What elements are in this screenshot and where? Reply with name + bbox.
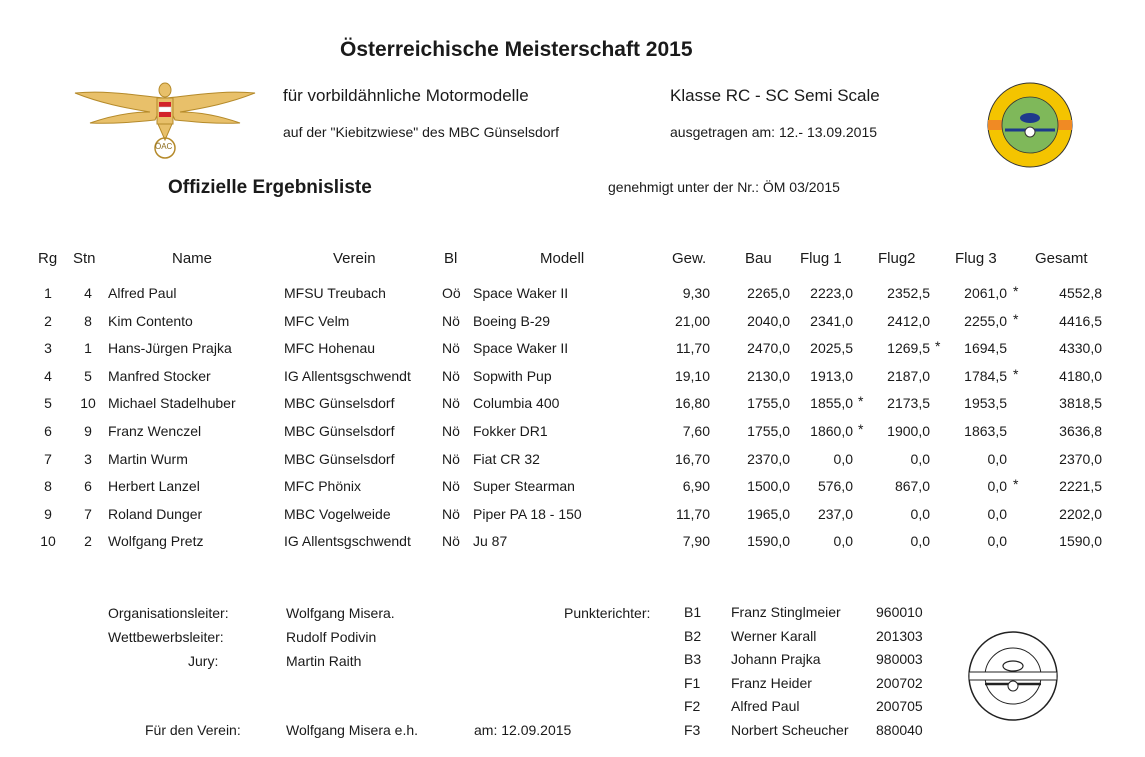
cell-m1-asterisk: *: [858, 421, 864, 437]
cell-flug2: 2173,5: [887, 395, 930, 412]
cell-verein: MBC Vogelweide: [284, 505, 391, 522]
cell-gesamt: 2370,0: [1059, 450, 1102, 467]
cell-flug2: 0,0: [910, 533, 930, 550]
cell-flug2: 0,0: [910, 450, 930, 467]
cell-m2-asterisk: *: [935, 338, 941, 355]
cell-bl: Oö: [442, 285, 461, 301]
cell-flug1: 1860,0: [810, 423, 853, 439]
judge-name: Franz Stinglmeier: [731, 604, 841, 620]
judge-name: Franz Heider: [731, 674, 812, 691]
cell-bau: 2040,0: [747, 312, 790, 329]
cell-name: Hans-Jürgen Prajka: [108, 340, 232, 357]
cell-modell: Sopwith Pup: [473, 367, 552, 384]
approval-text: genehmigt unter der Nr.: ÖM 03/2015: [608, 179, 840, 195]
cell-flug2: 867,0: [894, 478, 930, 495]
cell-gesamt: 3818,5: [1059, 395, 1102, 412]
cell-gew: 19,10: [674, 367, 710, 384]
cell-flug3: 0,0: [987, 478, 1007, 495]
cell-flug3: 1953,5: [964, 395, 1007, 412]
subtitle: für vorbildähnliche Motormodelle: [283, 86, 529, 105]
cell-bl: Nö: [442, 505, 460, 522]
cell-rg: 9: [44, 505, 52, 522]
col-flug3: Flug 3: [955, 250, 997, 267]
cell-flug2: 2352,5: [887, 285, 930, 301]
cell-name: Herbert Lanzel: [108, 478, 200, 495]
cell-bau: 2130,0: [747, 367, 790, 384]
cell-bl: Nö: [442, 312, 460, 329]
mbc-club-logo-top: [985, 80, 1075, 170]
cell-flug3: 0,0: [987, 450, 1007, 467]
col-name: Name: [172, 250, 213, 267]
cell-gew: 16,80: [674, 395, 710, 412]
cell-flug1: 1855,0: [810, 395, 853, 412]
cell-modell: Ju 87: [473, 533, 508, 550]
cell-flug3: 1863,5: [964, 423, 1007, 439]
cell-flug1: 0,0: [833, 450, 853, 467]
cell-stn: 10: [80, 395, 96, 412]
cell-stn: 2: [84, 533, 92, 550]
cell-stn: 3: [84, 450, 92, 467]
mbc-club-logo-bottom: [965, 628, 1061, 724]
cell-bl: Nö: [442, 450, 460, 467]
cell-rg: 6: [44, 423, 52, 439]
cell-gesamt: 4180,0: [1059, 367, 1102, 384]
cell-flug3: 1784,5: [964, 367, 1007, 384]
cell-stn: 1: [84, 340, 92, 357]
cell-bl: Nö: [442, 533, 460, 550]
cell-verein: MBC Günselsdorf: [284, 450, 395, 467]
cell-verein: IG Allentsgschwendt: [284, 367, 411, 384]
judge-id: 201303: [876, 627, 923, 644]
cell-verein: IG Allentsgschwendt: [284, 533, 411, 550]
cell-bau: 1590,0: [747, 533, 790, 550]
judge-code: F1: [684, 674, 701, 691]
cell-flug3: 2255,0: [964, 312, 1007, 329]
judge-code: B2: [684, 627, 702, 644]
cell-verein: MBC Günselsdorf: [284, 423, 395, 439]
cell-gesamt: 4416,5: [1059, 312, 1102, 329]
cell-gew: 11,70: [676, 505, 710, 522]
cell-bau: 1965,0: [747, 505, 790, 522]
judge-id: 960010: [876, 604, 923, 620]
judge-code: F2: [684, 698, 701, 714]
results-list-title: Offizielle Ergebnisliste: [168, 177, 372, 198]
cell-verein: MFSU Treubach: [284, 285, 386, 301]
cell-flug1: 0,0: [833, 533, 853, 550]
cell-bau: 2470,0: [747, 340, 790, 357]
cell-modell: Super Stearman: [473, 478, 575, 495]
cell-bl: Nö: [442, 367, 460, 384]
cell-modell: Piper PA 18 - 150: [473, 505, 582, 522]
cell-modell: Space Waker II: [473, 340, 569, 357]
oeac-logo-text: ÖAC: [155, 142, 173, 151]
cell-flug1: 2025,5: [810, 340, 853, 357]
cell-modell: Boeing B-29: [473, 312, 551, 329]
venue-text: auf der "Kiebitzwiese" des MBC Günselsdorf: [283, 124, 560, 140]
cell-gew: 11,70: [676, 340, 710, 357]
cell-gew: 6,90: [682, 478, 710, 495]
cell-gew: 21,00: [674, 312, 710, 329]
cell-name: Franz Wenczel: [108, 423, 202, 439]
wett-value: Rudolf Podivin: [286, 629, 377, 645]
cell-flug1: 1913,0: [810, 367, 853, 384]
cell-rg: 4: [44, 367, 52, 384]
cell-flug2: 2412,0: [887, 312, 930, 329]
cell-stn: 5: [84, 367, 92, 384]
cell-verein: MFC Phönix: [284, 478, 362, 495]
cell-gesamt: 4552,8: [1059, 285, 1102, 301]
cell-m1-asterisk: *: [858, 393, 864, 410]
cell-rg: 3: [44, 340, 52, 357]
col-gew: Gew.: [672, 250, 707, 267]
col-bau: Bau: [745, 250, 772, 267]
verein-label: Für den Verein:: [145, 722, 241, 738]
cell-bau: 1755,0: [747, 395, 790, 412]
judge-name: Werner Karall: [731, 627, 817, 644]
jury-value: Martin Raith: [286, 653, 362, 669]
judge-code: B1: [684, 604, 702, 620]
cell-verein: MBC Günselsdorf: [284, 395, 395, 412]
cell-flug1: 237,0: [817, 505, 853, 522]
col-modell: Modell: [540, 250, 585, 267]
cell-bl: Nö: [442, 423, 460, 439]
judge-name: Johann Prajka: [731, 651, 821, 667]
wett-label: Wettbewerbsleiter:: [108, 629, 224, 645]
page-title: Österreichische Meisterschaft 2015: [340, 38, 693, 61]
cell-modell: Fokker DR1: [473, 423, 548, 439]
judge-id: 200702: [876, 674, 923, 691]
cell-stn: 6: [84, 478, 92, 495]
judge-code: B3: [684, 651, 702, 667]
cell-m3-asterisk: *: [1013, 365, 1019, 382]
col-rg: Rg: [38, 250, 58, 267]
cell-name: Roland Dunger: [108, 505, 203, 522]
cell-name: Alfred Paul: [108, 285, 177, 301]
cell-name: Martin Wurm: [108, 450, 188, 467]
org-value: Wolfgang Misera.: [286, 605, 395, 621]
cell-modell: Columbia 400: [473, 395, 560, 412]
cell-rg: 7: [44, 450, 52, 467]
cell-bau: 2370,0: [747, 450, 790, 467]
cell-gesamt: 2221,5: [1059, 478, 1102, 495]
cell-flug1: 576,0: [817, 478, 853, 495]
cell-modell: Fiat CR 32: [473, 450, 540, 467]
cell-stn: 4: [84, 285, 92, 301]
col-verein: Verein: [333, 250, 376, 267]
cell-bl: Nö: [442, 340, 460, 357]
cell-rg: 5: [44, 395, 52, 412]
cell-rg: 1: [44, 285, 52, 301]
cell-m3-asterisk: *: [1013, 310, 1019, 327]
dates-text: ausgetragen am: 12.- 13.09.2015: [670, 124, 878, 140]
cell-gew: 16,70: [674, 450, 710, 467]
col-flug1: Flug 1: [800, 250, 842, 267]
cell-bau: 2265,0: [747, 285, 790, 301]
cell-stn: 9: [84, 423, 92, 439]
cell-flug2: 1900,0: [887, 423, 930, 439]
cell-bl: Nö: [442, 478, 460, 495]
col-bl: Bl: [444, 250, 458, 267]
oeac-eagle-logo: [70, 78, 260, 168]
judges-label: Punkterichter:: [564, 605, 651, 621]
cell-name: Wolfgang Pretz: [108, 533, 204, 550]
cell-flug2: 1269,5: [887, 340, 930, 357]
cell-gew: 7,90: [682, 533, 710, 550]
cell-verein: MFC Hohenau: [284, 340, 376, 357]
cell-name: Kim Contento: [108, 312, 193, 329]
cell-rg: 2: [44, 312, 52, 329]
verein-value: Wolfgang Misera e.h.: [286, 722, 419, 738]
cell-bau: 1755,0: [747, 423, 790, 439]
class-label: Klasse RC - SC Semi Scale: [670, 86, 880, 105]
cell-rg: 10: [40, 533, 56, 550]
cell-verein: MFC Velm: [284, 312, 350, 329]
cell-flug1: 2223,0: [810, 285, 853, 301]
cell-bau: 1500,0: [747, 478, 790, 495]
judge-id: 880040: [876, 721, 923, 738]
jury-label: Jury:: [188, 653, 219, 669]
judge-id: 200705: [876, 698, 923, 714]
cell-bl: Nö: [442, 395, 460, 412]
cell-gesamt: 1590,0: [1059, 533, 1102, 550]
cell-flug2: 0,0: [910, 505, 930, 522]
judge-name: Alfred Paul: [731, 698, 800, 714]
cell-flug3: 2061,0: [964, 285, 1007, 301]
cell-name: Manfred Stocker: [108, 367, 211, 384]
judge-id: 980003: [876, 651, 923, 667]
cell-stn: 8: [84, 312, 92, 329]
cell-flug1: 2341,0: [810, 312, 853, 329]
org-label: Organisationsleiter:: [108, 605, 229, 621]
cell-gew: 7,60: [682, 423, 710, 439]
judge-code: F3: [684, 721, 701, 738]
cell-flug3: 1694,5: [964, 340, 1007, 357]
cell-rg: 8: [44, 478, 52, 495]
cell-gew: 9,30: [682, 285, 710, 301]
judge-name: Norbert Scheucher: [731, 721, 849, 738]
cell-name: Michael Stadelhuber: [108, 395, 236, 412]
cell-stn: 7: [84, 505, 92, 522]
cell-m3-asterisk: *: [1013, 283, 1019, 299]
col-flug2: Flug2: [878, 250, 916, 267]
cell-m3-asterisk: *: [1013, 476, 1019, 493]
cell-modell: Space Waker II: [473, 285, 569, 301]
col-gesamt: Gesamt: [1035, 250, 1088, 267]
sign-date: am: 12.09.2015: [474, 722, 572, 738]
cell-gesamt: 4330,0: [1059, 340, 1102, 357]
cell-flug3: 0,0: [987, 533, 1007, 550]
cell-flug3: 0,0: [987, 505, 1007, 522]
cell-flug2: 2187,0: [887, 367, 930, 384]
col-stn: Stn: [73, 250, 96, 267]
cell-gesamt: 3636,8: [1059, 423, 1102, 439]
cell-gesamt: 2202,0: [1059, 505, 1102, 522]
